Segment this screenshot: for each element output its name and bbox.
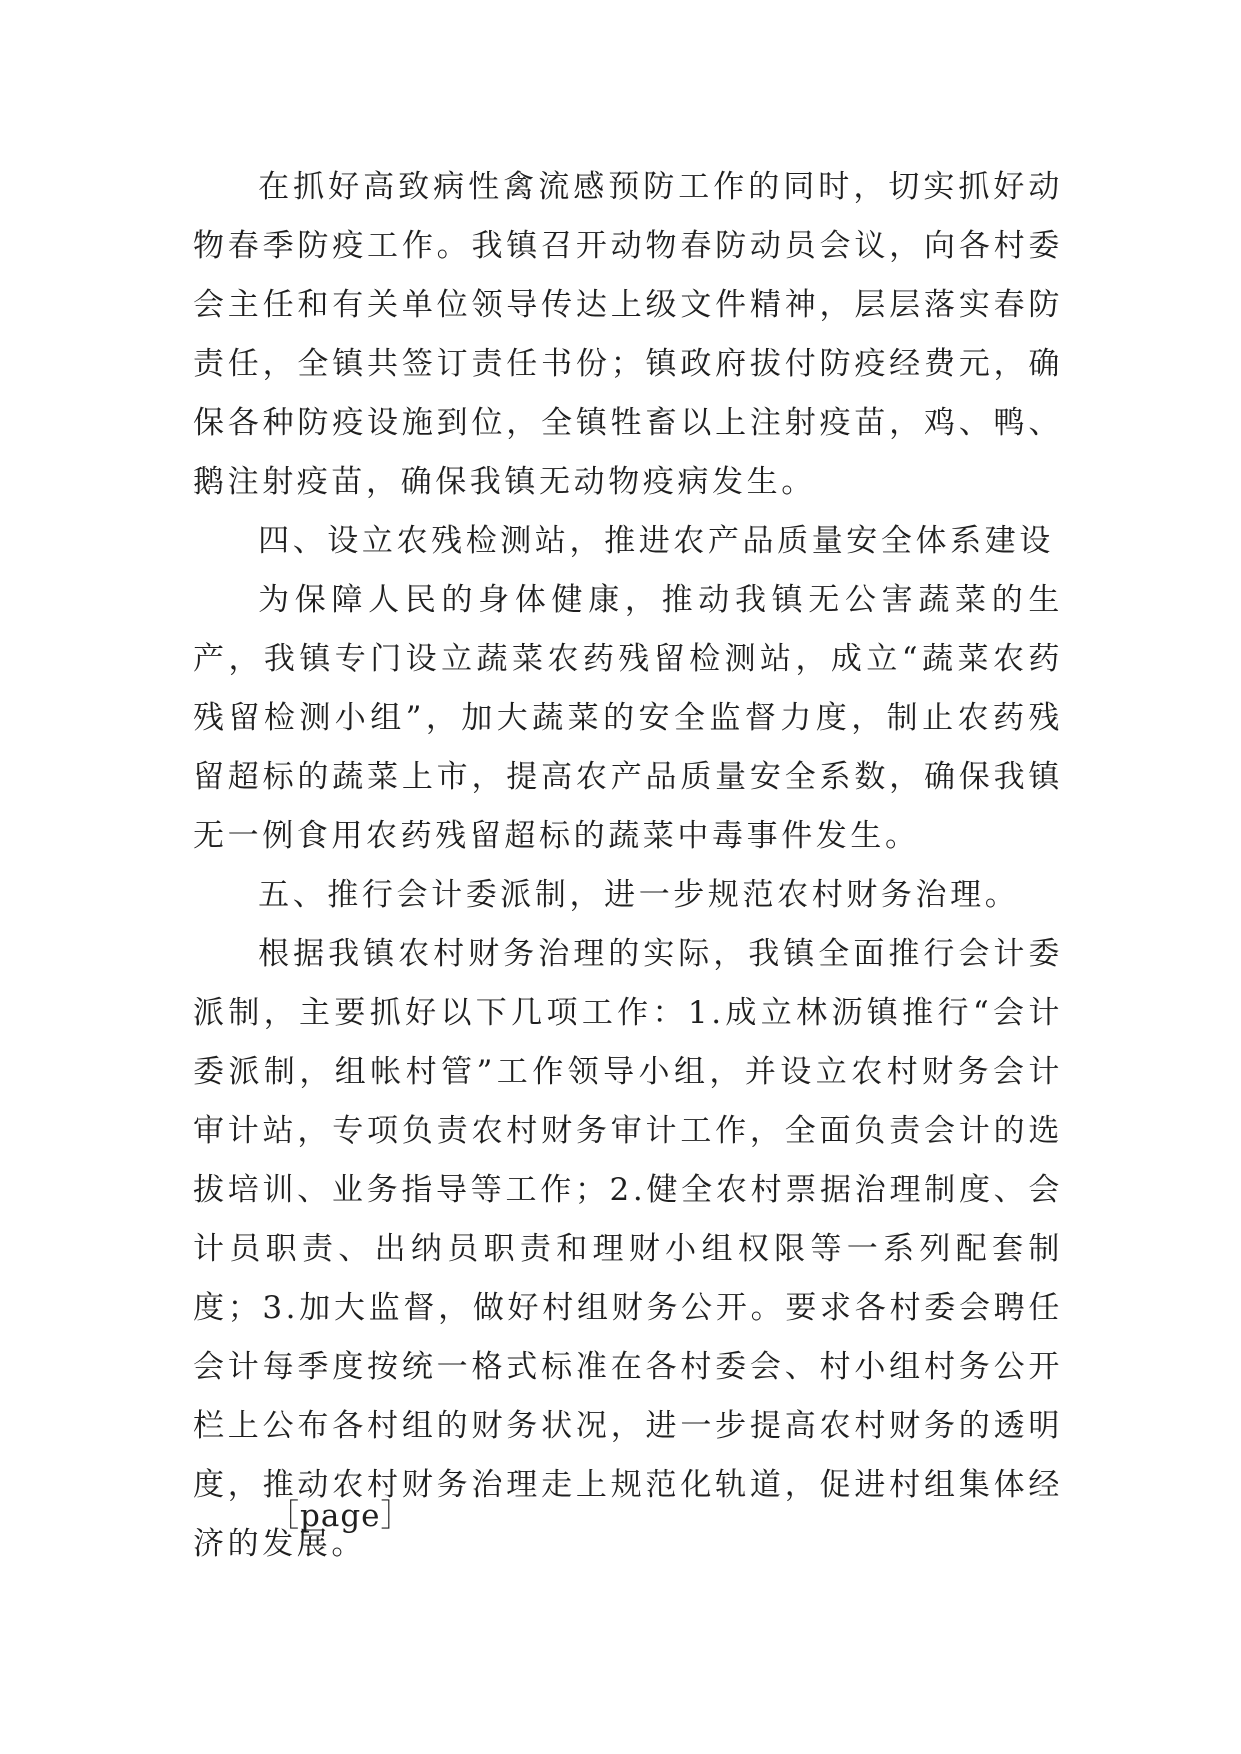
- paragraph-pesticide-testing: 为保障人民的身体健康，推动我镇无公害蔬菜的生产，我镇专门设立蔬菜农药残留检测站，成立“蔬菜农药残留检测小组”，加大蔬菜的安全监督力度，制止农药残留超标的蔬菜上市，提高农产品质量安全系数，确保我镇无一例食用农药残留超标的蔬菜中毒事件发生。: [193, 582, 1063, 854]
- document-body: [193, 158, 1063, 1574]
- paragraph-accounting-assignment: 根据我镇农村财务治理的实际，我镇全面推行会计委派制，主要抓好以下几项工作：1.成立林沥镇推行“会计委派制，组帐村管”工作领导小组，并设立农村财务会计审计站，专项负责农村财务审计工作，全面负责会计的选拔培训、业务指导等工作；2.健全农村票据治理制度、会计员职责、出纳员职责和理财小组权限等一系列配套制度；3.加大监督，做好村组财务公开。要求各村委会聘任会计每季度按统一格式标准在各村委会、村小组村务公开栏上公布各村组的财务状况，进一步提高农村财务的透明度，推动农村财务治理走上规范化轨道，促进村组集体经济的发展。: [193, 936, 1063, 1562]
- paragraph-spring-epidemic-prevention: 在抓好高致病性禽流感预防工作的同时，切实抓好动物春季防疫工作。我镇召开动物春防动员会议，向各村委会主任和有关单位领导传达上级文件精神，层层落实春防责任，全镇共签订责任书份；镇政府拔付防疫经费元，确保各种防疫设施到位，全镇牲畜以上注射疫苗，鸡、鸭、鹅注射疫苗，确保我镇无动物疫病发生。: [193, 169, 1063, 500]
- section-heading-accounting-assignment: 五、推行会计委派制，进一步规范农村财务治理。: [258, 877, 1020, 913]
- section-heading-pesticide-testing: 四、设立农残检测站，推进农产品质量安全体系建设: [258, 523, 1054, 559]
- page-marker: ［page］: [268, 1498, 413, 1534]
